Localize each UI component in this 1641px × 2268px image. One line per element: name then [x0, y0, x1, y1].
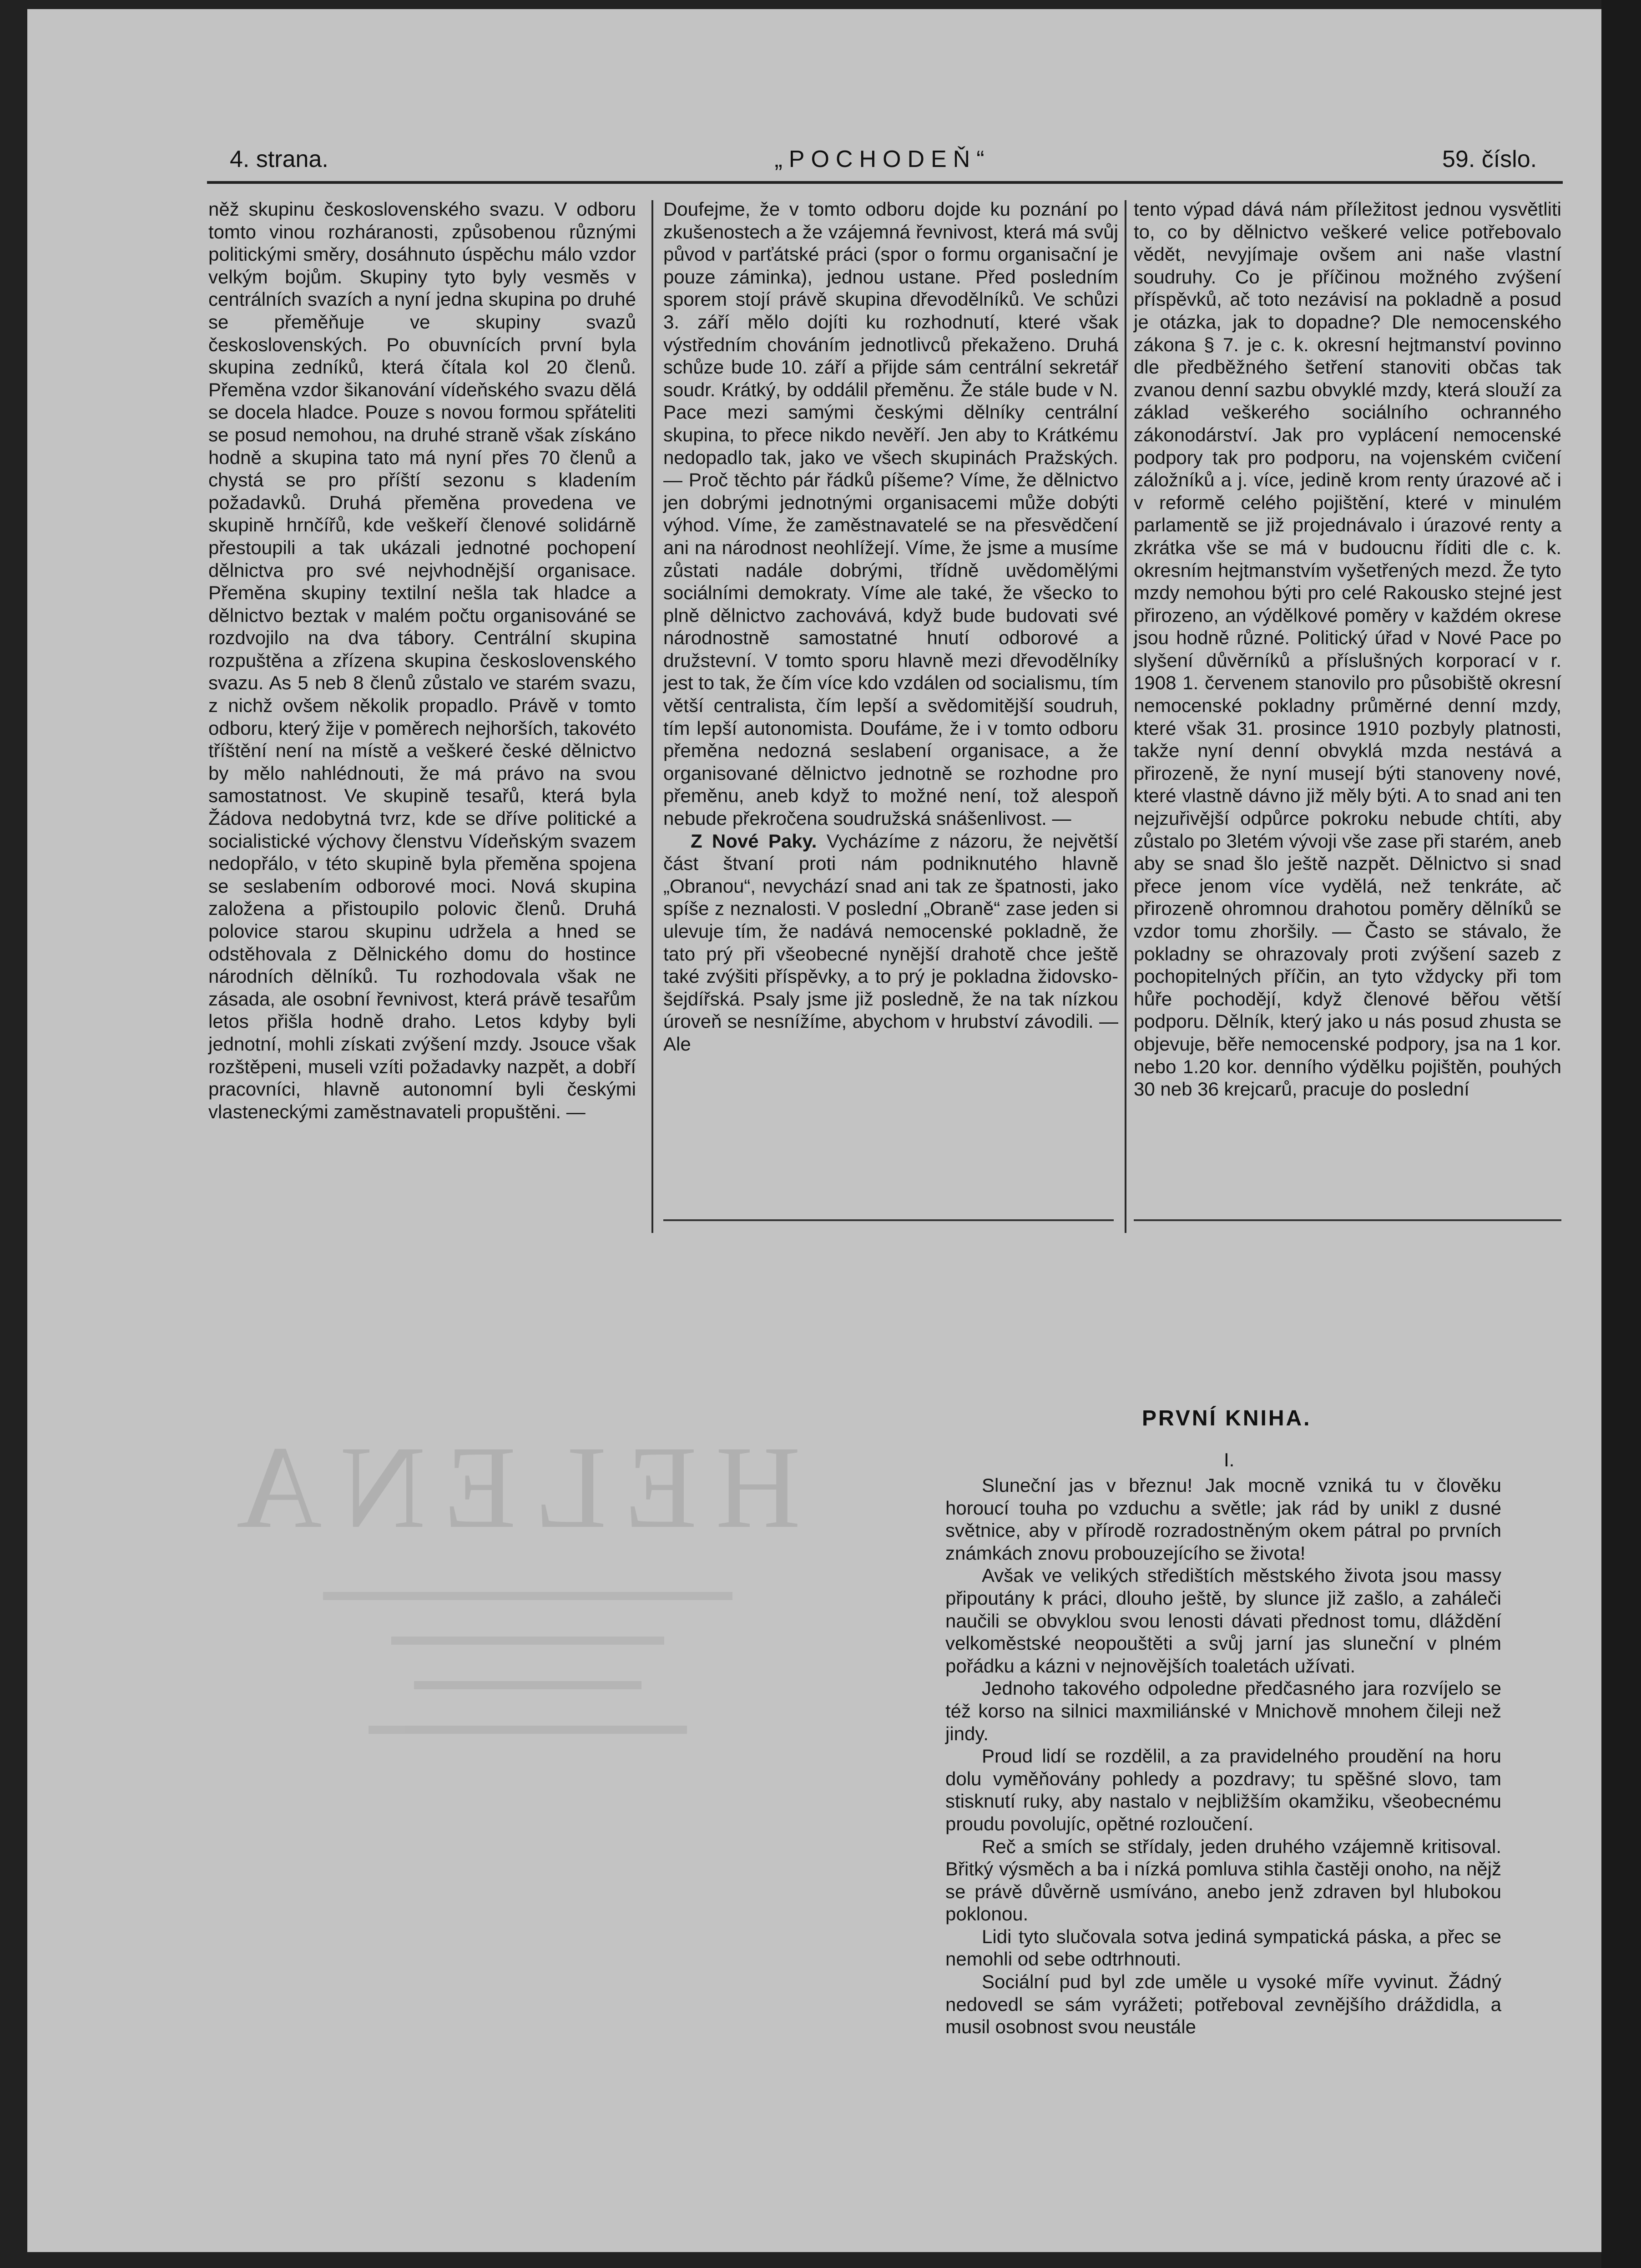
ghost-line — [414, 1681, 641, 1689]
section-rule — [1134, 1219, 1561, 1221]
feuilleton-paragraph: Sociální pud byl zde uměle u vysoké míře vyvinut. Žádný nedovedl se sám vyrážeti; potřeboval zevnějšího dráždidla, a musil osobnost svou neustále — [945, 1971, 1501, 2038]
ghost-title: HELENA — [218, 1422, 801, 1553]
scan-edge — [1601, 0, 1641, 2268]
newspaper-title: „POCHODEŇ“ — [774, 146, 991, 172]
column-divider — [651, 200, 653, 1233]
article-column-1 — [208, 198, 636, 1123]
feuilleton-paragraph: Avšak ve velikých středištích městského života jsou massy připoutány k práci, dlouho ještě, by slunce již zašlo, a zaháleči naučili se obvyklou svou lenosti dávati přednost tomu, dláždění velkoměstské neopouštěti a svůj jarní jas sluneční v plném pořádku a kázni v nejnovějších toaletách užívati. — [945, 1565, 1501, 1677]
ghost-line — [391, 1637, 664, 1645]
column-2-text: Doufejme, že v tomto odboru dojde ku poznání po zkušenostech a že vzájemná řevnivost, která má svůj původ v parťátské práci (spor o formu organisační je pouze záminka), jednou ustane. Před posledním sporem stojí právě skupina dřevodělníků. Ve schůzi 3. září mělo dojíti ku rozhodnutí, které však výstředním chováním jednotlivců překaženo. Druhá schůze bude 10. září a přijde sám centrální sekretář soudr. Krátký, by oddálil přeměnu. Že stále bude v N. Pace mezi samými českými dělníky centrální skupina, to přece nikdo nevěří. Jen aby to Krátkému nedopadlo tak, jako ve všech skupinách Pražských. — Proč těchto pár řádků píšeme? Víme, že dělnictvo jen dobrými jednotnými organisacemi může dobýti výhod. Víme, že zaměstnavatelé se na přesvědčení ani na národnost neohlížejí. Víme, že jsme a musíme zůstati nadále dobrými, třídně uvědomělými sociálními demokraty. Víme ale také, že všecko to plně dělnictvo zachovává, když bude budovati své národnostně samostatné hnutí odborové a družstevní. V tomto sporu hlavně mezi dřevodělníky jest to tak, že čím více kdo vzdálen od socialismu, tím větší centralista, čím lepší a svědomitější soudruh, tím lepší autonomista. Doufáme, že i v tomto odboru přeměna nedozná seslabení organisace, a že organisované dělnictvo jednotně se rozhodne pro přeměnu, aneb když to možné není, tož alespoň nebude překročena soudružská snášenlivost. — — [663, 198, 1118, 829]
show-through-ghost-text — [218, 1419, 801, 2147]
feuilleton-book-title: PRVNÍ KNIHA. — [1142, 1406, 1312, 1430]
feuilleton-paragraph: Proud lidí se rozdělil, a za pravidelného proudění na horu dolu vyměňovány pohledy a pozdravy; tu spěšné slovo, tam stisknutí ruky, aby nastalo v nejbližším okamžiku, všeobecnému proudu povolujíc, opětné rozloučení. — [945, 1745, 1501, 1834]
article-column-3 — [1134, 198, 1561, 1101]
issue-number: 59. číslo. — [1442, 146, 1537, 172]
article-column-2 — [663, 198, 1118, 1056]
column-1-text: něž skupinu československého svazu. V odboru tomto vinou rozháranosti, způsobenou různými politickými směry, dosáhnuto úspěchu málo vzdor velkým bojům. Skupiny tyto byly vesměs v centrálních svazích a nyní jedna skupina po druhé se přeměňuje ve skupiny svazů československých. Po obuvnících první byla skupina zedníků, která čítala kol 20 členů. Přeměna vzdor šikanování vídeňského svazu dělá se docela hladce. Pouze s novou formou spřáteliti se posud nemohou, na druhé straně však získáno hodně a skupina tato má nyní přes 70 členů a chystá se pro příští sezonu s kladením požadavků. Druhá přeměna provedena ve skupině hrnčířů, kde veškeří členové solidárně přestoupili a tak ukázali jednotné pochopení dělnictva pro své nejvhodnější organisace. Přeměna skupiny textilní nešla tak hladce a dělnictvo beztak v malém počtu organisováné se rozdvojilo na dva tábory. Centrální skupina rozpuštěna a zřízena skupina československého svazu. As 5 neb 8 členů zůstalo ve starém svazu, z nichž ovšem několik propadlo. Právě v tomto odboru, který žije v poměrech nejhorších, takovéto tříštění není na místě a veškeré české dělnictvo by mělo nahlédnouti, že má právo na svou samostatnost. Ve skupině tesařů, která byla Žádova nedobytná tvrz, kde se dříve politické a socialistické výchovy členstvu Vídeňským svazem nedopřálo, v této skupině byla přeměna spojena se seslabením odborové moci. Nová skupina založena a přistoupilo polovic členů. Druhá polovice starou skupinu udržela a hned se odstěhovala z Dělnického domu do hostince národních dělníků. Tu rozhodovala však ne zásada, ale osobní řevnivost, která právě tesařům letos přišla hodně draho. Letos kdyby byli jednotní, mohli získati zvýšení mzdy. Jsouce však rozštěpeni, museli vzíti požadavky nazpět, a dobří pracovníci, hlavně autonomní byli českými vlasteneckými zaměstnavateli propuštěni. — — [208, 198, 636, 1122]
feuilleton-column — [945, 1474, 1501, 2038]
nova-paka-text: Vycházíme z názoru, že největší část štvaní proti nám podniknutého hlavně „Obranou“, nevychází snad ani tak ze špatnosti, jako spíše z neznalosti. V poslední „Obraně“ zase jeden si ulevuje tím, že nadává nemocenské pokladně, že tato prý při všeobecné nynější drahotě chce ještě také zvýšiti příspěvky, a to prý je pokladna židovsko-šejdířská. Psaly jsme již posledně, že na tak nízkou úroveň se nesnížíme, abychom v hrubství závodili. — Ale — [663, 830, 1118, 1055]
header-rule — [207, 181, 1563, 184]
column-3-text: tento výpad dává nám příležitost jednou vysvětliti to, co by dělnictvo veškeré velice potřebovalo vědět, nevyjímaje ovšem ani naše vlastní soudruhy. Co je příčinou možného zvýšení příspěvků, ač toto nezávisí na pokladně a posud je otázka, jak to dopadne? Dle nemocenského zákona § 7. je c. k. okresní hejtmanství povinno dle předběžného šetření stanoviti občas tak zvanou denní sazbu obvyklé mzdy, která slouží za základ veškerého sociálního ochranného zákonodárství. Jak pro vyplácení nemocenské podpory tak pro podporu, na vojenském cvičení záložníků a j. více, jedině krom renty úrazové ač i v reformě celého pojištění, které v minulém parlamentě se již projednávalo i úrazové renty a zkrátka vše se má v budoucnu říditi dle c. k. okresním hejtmanstvím vyšetřených mezd. Že tyto mzdy nemohou býti pro celé Rakousko stejné jest přirozeno, an výdělkové poměry v každém okrese jsou hodně různé. Politický úřad v Nové Pace po slyšení důvěrníků a příslušných korporací v r. 1908 1. červenem stanovilo pro působiště okresní nemocenské pokladny průměrné denní mzdy, které však 31. prosince 1910 pozbyly platnosti, takže nyní denní obvyklá mzda nestává a přirozeně, že nyní musejí býti stanoveny nové, které vlastně dávno již měly býti. A to snad ani ten nejzuřivější odpůrce pokroku nebude chtíti, aby zůstalo po 3letém vývoji vše zase při starém, aneb aby se snad šlo ještě nazpět. Dělnictvo si snad přece jenom více vydělá, než tenkráte, ač přirozeně ohromnou drahotou poměry dělníků se vzdor tomu zhoršily. — Často se stávalo, že pokladny se ohrazovaly proti zvýšení sazeb z pochopitelných příčin, an tyto vždycky při tom hůře pochodějí, když členové běřou větší podporu. Dělník, který jako u nás posud zhusta se objevuje, běře nemocenské podpory, jsa na 1 kor. nebo 1.20 kor. denního výdělku pojištěn, pouhých 30 neb 36 krejcarů, pracuje do poslední — [1134, 198, 1561, 1100]
page-number: 4. strana. — [230, 146, 328, 172]
feuilleton-paragraph: Reč a smích se střídaly, jeden druhého vzájemně kritisoval. Břitký výsměch a ba i nízká pomluva stihla častěji onoho, na nějž se právě důvěrně usmíváno, anebo jenž zdraven byl hlubokou poklonou. — [945, 1835, 1501, 1925]
feuilleton-paragraph: Sluneční jas v březnu! Jak mocně vzniká tu v člověku horoucí touha po vzduchu a světle; jak rád by unikl z dusné světnice, aby v přírodě rozradostněným okem pátral po prvních známkách znovu probouzejícího se života! — [945, 1475, 1501, 1564]
section-rule — [663, 1219, 1114, 1221]
feuilleton-paragraph: Lidi tyto slučovala sotva jediná sympatická páska, a přec se nemohli od sebe odtrhnouti. — [945, 1925, 1501, 1970]
nova-paka-heading: Z Nové Paky. — [691, 830, 817, 852]
nova-paka-paragraph — [663, 830, 1118, 1056]
ghost-line — [323, 1592, 732, 1600]
column-divider — [1125, 200, 1126, 1233]
feuilleton-chapter-number: I. — [1224, 1449, 1235, 1470]
ghost-line — [369, 1726, 687, 1734]
feuilleton-paragraph: Jednoho takového odpoledne předčasného jara rozvíjelo se též korso na silnici maxmiliánské v Mnichově mnohem čileji než jindy. — [945, 1677, 1501, 1744]
